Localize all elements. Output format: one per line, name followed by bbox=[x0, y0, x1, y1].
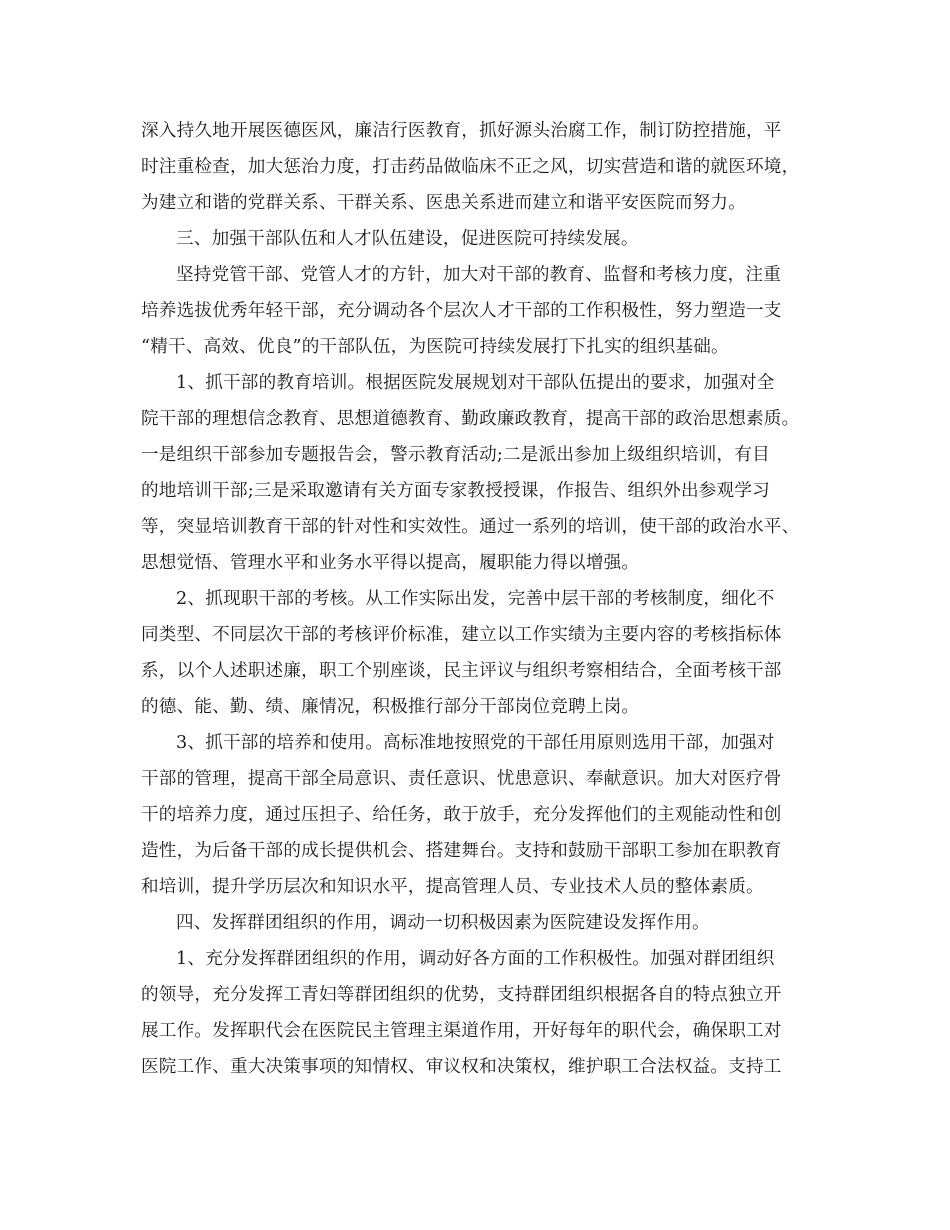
text-line: “精干、高效、优良”的干部队伍，为医院可持续发展打下扎实的组织基础。 bbox=[141, 337, 729, 357]
text-line: 等，突显培训教育干部的针对性和实效性。通过一系列的培训，使干部的政治水平、 bbox=[141, 517, 800, 537]
text-line: 干的培养力度，通过压担子、给任务，敢于放手，充分发挥他们的主观能动性和创 bbox=[141, 805, 782, 825]
text-line: 和培训，提升学历层次和知识水平，提高管理人员、专业技术人员的整体素质。 bbox=[141, 877, 764, 897]
text-line: 的领导，充分发挥工青妇等群团组织的优势，支持群团组织根据各自的特点独立开 bbox=[141, 985, 782, 1005]
text-line: 干部的管理，提高干部全局意识、责任意识、忧患意识、奉献意识。加大对医疗骨 bbox=[141, 769, 782, 789]
text-line: 的德、能、勤、绩、廉情况，积极推行部分干部岗位竞聘上岗。 bbox=[141, 697, 640, 717]
text-line: 2、抓现职干部的考核。从工作实际出发，完善中层干部的考核制度，细化不 bbox=[176, 589, 775, 609]
text-line: 的地培训干部;三是采取邀请有关方面专家教授授课，作报告、组织外出参观学习 bbox=[141, 481, 770, 501]
text-line: 系，以个人述职述廉，职工个别座谈，民主评议与组织考察相结合，全面考核干部 bbox=[141, 661, 782, 681]
text-line: 造性，为后备干部的成长提供机会、搭建舞台。支持和鼓励干部职工参加在职教育 bbox=[141, 841, 782, 861]
text-line: 思想觉悟、管理水平和业务水平得以提高，履职能力得以增强。 bbox=[141, 553, 640, 573]
section-heading: 三、加强干部队伍和人才队伍建设，促进医院可持续发展。 bbox=[176, 229, 639, 249]
text-line: 一是组织干部参加专题报告会，警示教育活动;二是派出参加上级组织培训，有目 bbox=[141, 445, 770, 465]
text-line: 3、抓干部的培养和使用。高标准地按照党的干部任用原则选用干部，加强对 bbox=[176, 733, 775, 753]
text-line: 展工作。发挥职代会在医院民主管理主渠道作用，开好每年的职代会，确保职工对 bbox=[141, 1021, 782, 1041]
text-line: 1、抓干部的教育培训。根据医院发展规划对干部队伍提出的要求，加强对全 bbox=[176, 373, 775, 393]
text-line: 为建立和谐的党群关系、干群关系、医患关系进而建立和谐平安医院而努力。 bbox=[141, 193, 746, 213]
text-line: 院干部的理想信念教育、思想道德教育、勤政廉政教育，提高干部的政治思想素质。 bbox=[141, 409, 800, 429]
text-line: 医院工作、重大决策事项的知情权、审议权和决策权，维护职工合法权益。支持工 bbox=[141, 1057, 782, 1077]
text-line: 培养选拔优秀年轻干部，充分调动各个层次人才干部的工作积极性，努力塑造一支 bbox=[141, 301, 782, 321]
text-line: 深入持久地开展医德医风，廉洁行医教育，抓好源头治腐工作，制订防控措施，平 bbox=[141, 121, 782, 141]
text-line: 1、充分发挥群团组织的作用，调动好各方面的工作积极性。加强对群团组织 bbox=[176, 949, 775, 969]
text-line: 同类型、不同层次干部的考核评价标准，建立以工作实绩为主要内容的考核指标体 bbox=[141, 625, 782, 645]
text-line: 坚持党管干部、党管人才的方针，加大对干部的教育、监督和考核力度，注重 bbox=[176, 265, 781, 285]
text-line: 时注重检查，加大惩治力度，打击药品做临床不正之风，切实营造和谐的就医环境， bbox=[141, 157, 800, 177]
section-heading: 四、发挥群团组织的作用，调动一切积极因素为医院建设发挥作用。 bbox=[176, 913, 710, 933]
